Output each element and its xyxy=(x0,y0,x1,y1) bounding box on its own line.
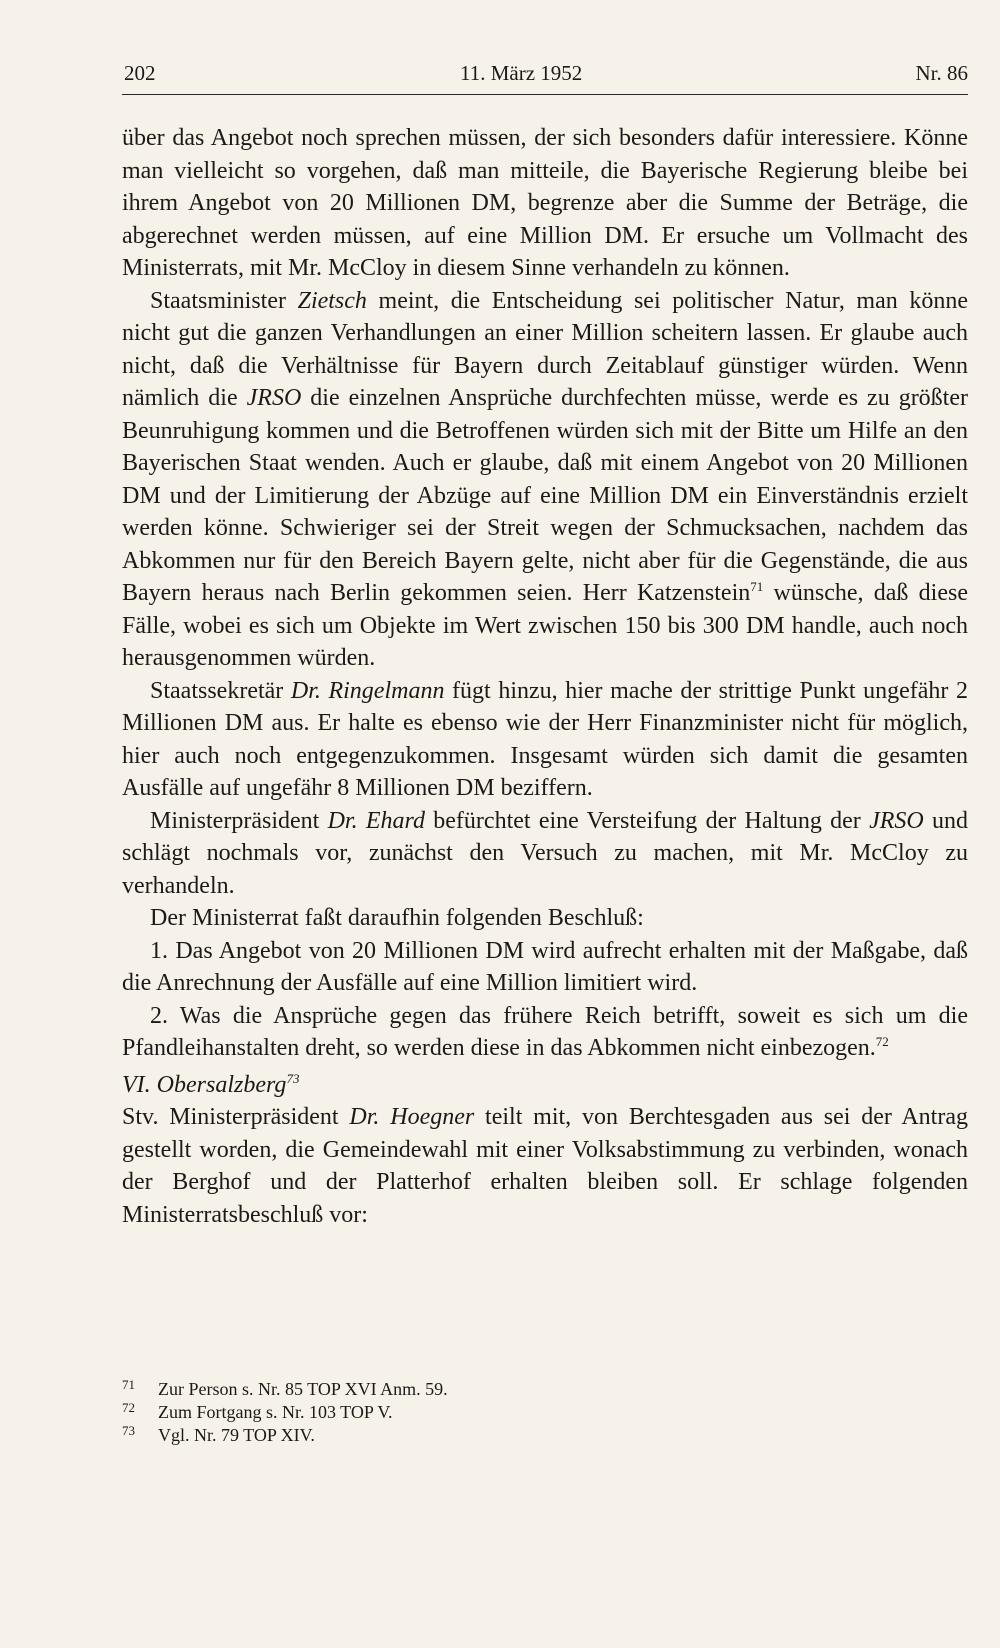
paragraph-5: Der Ministerrat faßt daraufhin folgenden Beschluß: xyxy=(150,905,644,931)
section-title: VI. Obersalzberg xyxy=(122,1071,287,1098)
resolution-item-2 xyxy=(122,1000,968,1065)
paragraph-8 xyxy=(122,1101,968,1231)
resolution-item-1: 1. Das Angebot von 20 Millionen DM wird aufrecht erhalten mit der Maßgabe, daß die Anrechnung der Ausfälle auf eine Million limitiert wird. xyxy=(122,937,968,996)
text-segment: meint, die Entscheidung sei politischer Natur, man könne nicht gut die ganzen Verhandlungen an einer Million scheitern lassen. Er glaube auch nicht, daß die Verhältnisse für Bayern durch Zeitablauf günstiger würden. Wenn nämlich die xyxy=(122,287,968,411)
footnote-ref[interactable]: 71 xyxy=(750,579,764,594)
text-segment: und schlägt nochmals vor, zunächst den Versuch zu machen, mit Mr. McCloy zu verhandeln. xyxy=(122,807,969,899)
footnote-text: Vgl. Nr. 79 TOP XIV. xyxy=(158,1425,315,1445)
speaker-prefix: Ministerpräsident xyxy=(150,807,328,834)
speaker-name: Dr. Ehard xyxy=(327,807,425,834)
footnote-ref[interactable]: 73 xyxy=(286,1070,300,1086)
running-head xyxy=(122,58,968,95)
text-segment: 2. Was die Ansprüche gegen das frühere Reich betrifft, soweit es sich um die Pfandleihanstalten dreht, so werden diese in das Abkommen nicht einbezogen. xyxy=(122,1002,968,1061)
page-number: 202 xyxy=(124,61,156,85)
text-segment: teilt mit, von Berchtesgaden aus sei der Antrag gestellt worden, die Gemeindewahl mit einer Volksabstimmung zu verbinden, wonach der Berghof und der Platterhof erhalten bleiben soll. Er schlage folgenden Ministerratsbeschluß vor: xyxy=(122,1104,968,1228)
speaker-prefix: Staatssekretär xyxy=(150,677,291,704)
speaker-prefix: Stv. Ministerpräsident xyxy=(122,1104,350,1130)
text-segment: wünsche, daß diese Fälle, wobei es sich um Objekte im Wert zwischen 150 bis 300 DM handle, auch noch herausgenommen würden. xyxy=(122,580,968,671)
section-heading xyxy=(122,1069,968,1102)
body-text xyxy=(122,122,968,1231)
footnote-ref[interactable]: 72 xyxy=(875,1034,889,1049)
text-segment: befürchtet eine Versteifung der Haltung der xyxy=(425,807,870,834)
footnote-text: Zum Fortgang s. Nr. 103 TOP V. xyxy=(158,1402,393,1422)
org-name: JRSO xyxy=(246,385,302,411)
paragraph-1: über das Angebot noch sprechen müssen, der sich besonders dafür interessiere. Könne man vielleicht so vorgehen, daß man mitteile, die Bayerische Regierung bleibe bei ihrem Angebot von 20 Millionen DM, begrenze aber die Summe der Beträge, die abgerechnet werden müssen, auf eine Million DM. Er ersuche um Vollmacht des Ministerrats, mit Mr. McCloy in diesem Sinne verhandeln zu können. xyxy=(122,125,968,281)
speaker-name: Zietsch xyxy=(297,287,367,314)
footnote: 71 Zur Person s. Nr. 85 TOP XVI Anm. 59. xyxy=(122,1377,448,1399)
paragraph-3 xyxy=(122,675,968,805)
footnote: 72 Zum Fortgang s. Nr. 103 TOP V. xyxy=(122,1400,393,1422)
speaker-name: Dr. Ringelmann xyxy=(290,677,445,704)
org-name: JRSO xyxy=(869,807,924,834)
document-number: Nr. 86 xyxy=(915,61,968,85)
header-date: 11. März 1952 xyxy=(460,61,583,85)
footnote-text: Zur Person s. Nr. 85 TOP XVI Anm. 59. xyxy=(158,1379,448,1399)
footnote: 73 Vgl. Nr. 79 TOP XIV. xyxy=(122,1423,315,1445)
footnotes xyxy=(122,1378,968,1447)
paragraph-2 xyxy=(122,285,968,675)
paragraph-4 xyxy=(122,805,968,903)
text-segment: die einzelnen Ansprüche durchfechten müsse, werde es zu größter Beunruhigung kommen und die Betroffenen würden sich mit der Bitte um Hilfe an den Bayerischen Staat wenden. Auch er glaube, daß mit einem Angebot von 20 Millionen DM und der Limitierung der Abzüge auf eine Million DM ein Einverständnis erzielt werden könne. Schwieriger sei der Streit wegen der Schmucksachen, nachdem das Abkommen nur für den Bereich Bayern gelte, nicht aber für die Gegenstände, die aus Bayern heraus nach Berlin gekommen seien. Herr Katzenstein xyxy=(122,385,968,606)
text-segment: fügt hinzu, hier mache der strittige Punkt ungefähr 2 Millionen DM aus. Er halte es ebenso wie der Herr Finanzminister nicht für möglich, hier auch noch entgegenzukommen. Insgesamt würden sich damit die gesamten Ausfälle auf ungefähr 8 Millionen DM beziffern. xyxy=(122,677,968,801)
speaker-name: Dr. Hoegner xyxy=(349,1104,475,1130)
speaker-prefix: Staatsminister xyxy=(150,287,298,314)
